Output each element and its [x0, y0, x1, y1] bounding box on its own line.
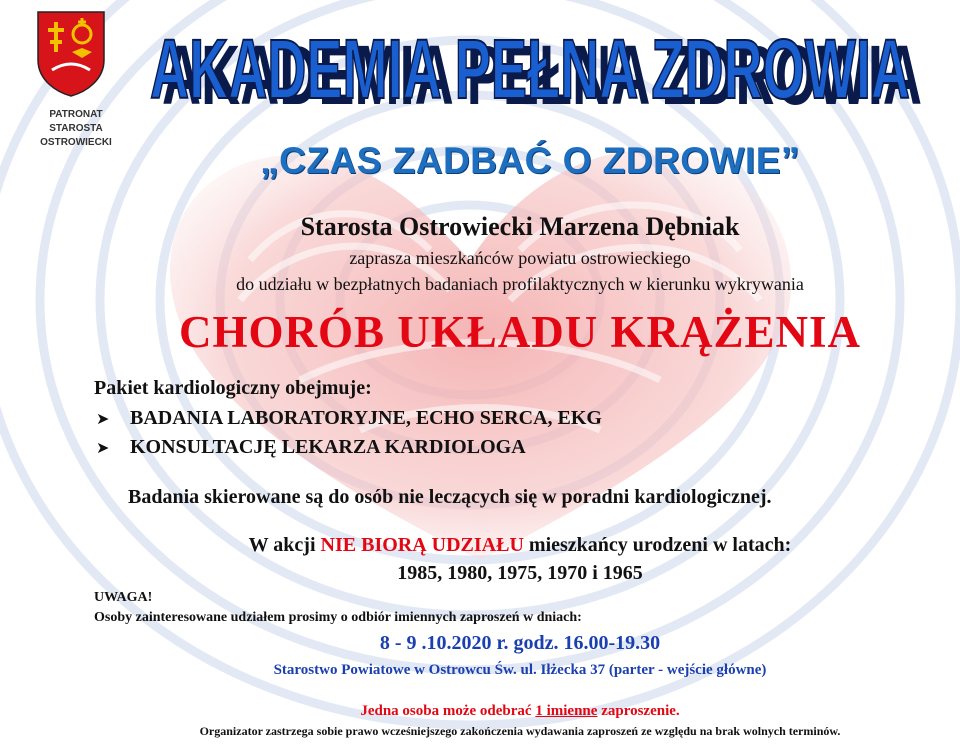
excluded-suffix: mieszkańcy urodzeni w latach:: [528, 534, 792, 556]
banner-title: [120, 30, 940, 114]
disclaimer: Organizator zastrzega sobie prawo wcześniejszego zakończenia wydawania zaproszeń ze względu na brak wolnych terminów.: [199, 724, 841, 738]
coat-of-arms-icon: [34, 8, 108, 98]
slogan: „CZAS ZADBAĆ O ZDROWIE”: [260, 140, 800, 181]
patron-text: [20, 108, 132, 150]
patron-line: PATRONAT: [49, 109, 103, 120]
package-item: [96, 407, 602, 430]
pickup-location: Starostwo Powiatowe w Ostrowcu Św. ul. Iłżecka 37 (parter - wejście główne): [273, 662, 767, 678]
package-heading: Pakiet kardiologiczny obejmuje:: [94, 377, 372, 399]
excluded-years: 1985, 1980, 1975, 1970 i 1965: [397, 562, 643, 584]
excluded-line: [40, 534, 960, 557]
patron-line: STAROSTA: [49, 123, 103, 134]
limit-emphasis: 1 imienne: [535, 703, 598, 719]
invitation-line: zaprasza mieszkańców powiatu ostrowieckiego: [349, 248, 691, 268]
banner-title-text: AKADEMIA PEŁNA ZDROWIA: [150, 30, 910, 114]
pickup-dates: 8 - 9 .10.2020 r. godz. 16.00-19.30: [379, 632, 661, 654]
package-item-label: KONSULTACJĘ LEKARZA KARDIOLOGA: [130, 436, 526, 458]
banner-title-shadow: AKADEMIA PEŁNA ZDROWIA: [162, 30, 922, 114]
arrowhead-bullet-icon: ➤: [96, 409, 110, 428]
package-item-label: BADANIA LABORATORYJNE, ECHO SERCA, EKG: [130, 407, 602, 429]
host-name: Starosta Ostrowiecki Marzena Dębniak: [300, 212, 740, 241]
arrowhead-bullet-icon: ➤: [96, 438, 110, 457]
excluded-emphasis: NIE BIORĄ UDZIAŁU: [320, 534, 524, 556]
limit-prefix: Jedna osoba może odebrać: [360, 703, 532, 719]
limit-line: [40, 703, 960, 720]
excluded-prefix: W akcji: [248, 534, 316, 556]
invitation-line: do udziału w bezpłatnych badaniach profilaktycznych w kierunku wykrywania: [236, 274, 804, 294]
notice-text: Osoby zainteresowane udziałem prosimy o odbiór imiennych zaproszeń w dniach:: [94, 610, 582, 625]
disease-heading: CHORÓB UKŁADU KRĄŻENIA: [178, 307, 862, 357]
notice-label: UWAGA!: [94, 590, 153, 605]
target-group: Badania skierowane są do osób nie leczących się w poradni kardiologicznej.: [128, 486, 772, 508]
patron-line: OSTROWIECKI: [40, 137, 112, 148]
limit-suffix: zaproszenie.: [601, 703, 680, 719]
package-item: [96, 436, 526, 459]
